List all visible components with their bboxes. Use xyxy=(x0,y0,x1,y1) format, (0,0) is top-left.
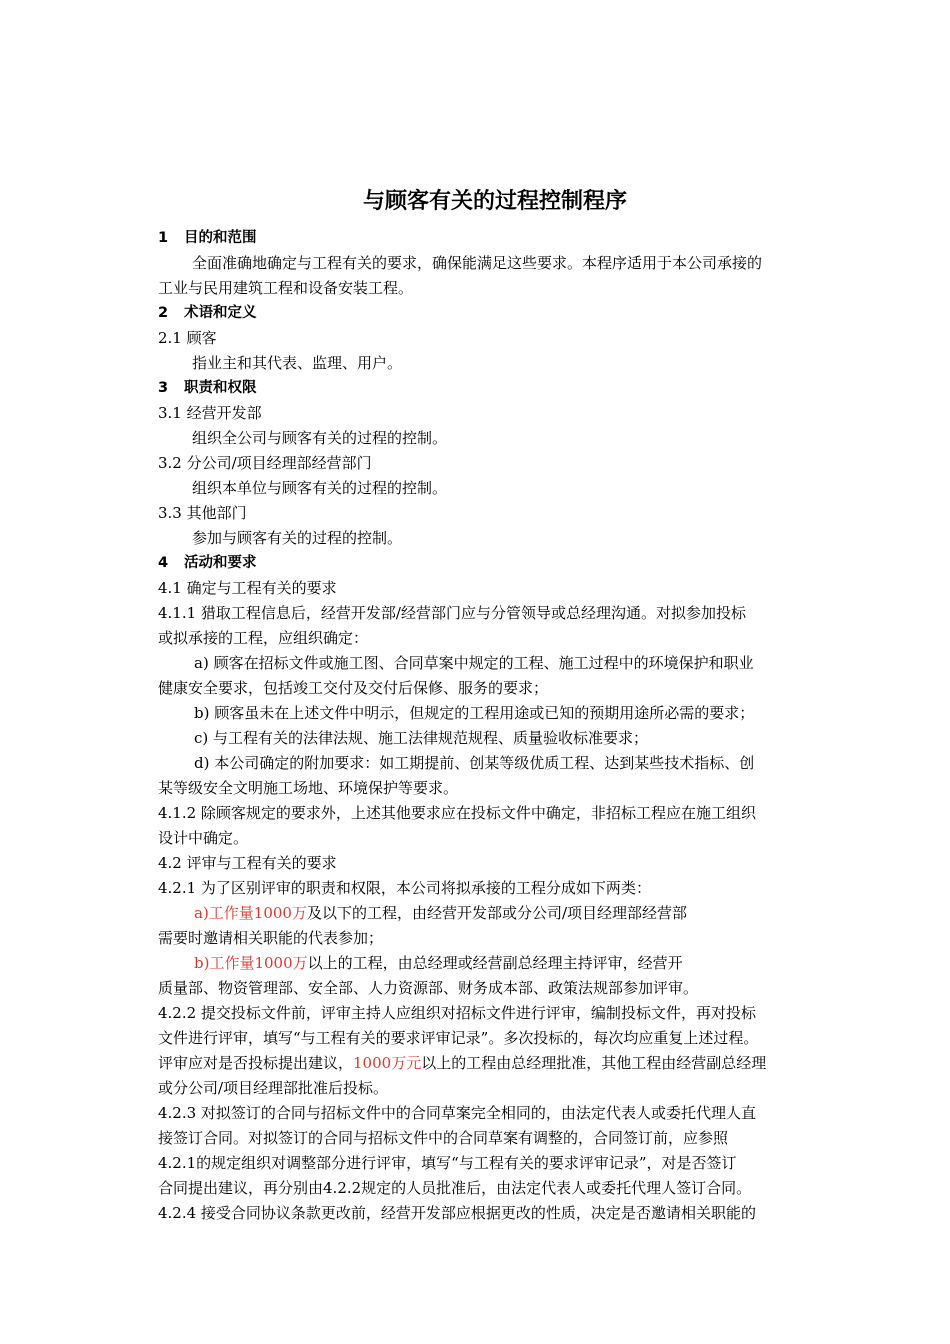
paragraph: 合同提出建议，再分别由4.2.2规定的人员批准后，由法定代表人或委托代理人签订合同。 xyxy=(158,1179,752,1197)
paragraph: 组织全公司与顾客有关的过程的控制。 xyxy=(192,429,448,447)
list-item: b) 顾客虽未在上述文件中明示，但规定的工程用途或已知的预期用途所必需的要求； xyxy=(194,704,755,722)
list-item: a) 顾客在招标文件或施工图、合同草案中规定的工程、施工过程中的环境保护和职业 xyxy=(194,654,754,672)
paragraph: 4.2.3 对拟签订的合同与招标文件中的合同草案完全相同的，由法定代表人或委托代理人直 xyxy=(158,1104,756,1122)
paragraph: 4.2.2 提交投标文件前，评审主持人应组织对招标文件进行评审，编制投标文件，再对投标 xyxy=(158,1004,756,1022)
list-item-continuation: 质量部、物资管理部、安全部、人力资源部、财务成本部、政策法规部参加评审。 xyxy=(158,979,699,997)
list-item: a)工作量1000万及以下的工程，由经营开发部或分公司/项目经理部经营部 xyxy=(194,904,688,922)
paragraph: 全面准确地确定与工程有关的要求，确保能满足这些要求。本程序适用于本公司承接的 xyxy=(192,254,763,272)
subsection-heading: 3.1 经营开发部 xyxy=(158,404,262,422)
paragraph: 4.1.2 除顾客规定的要求外，上述其他要求应在投标文件中确定，非招标工程应在施工组织 xyxy=(158,804,756,822)
subsection-heading: 3.2 分公司/项目经理部经营部门 xyxy=(158,454,372,472)
paragraph: 组织本单位与顾客有关的过程的控制。 xyxy=(192,479,448,497)
subsection-heading: 4.1 确定与工程有关的要求 xyxy=(158,579,337,597)
paragraph: 4.1.1 猎取工程信息后，经营开发部/经营部门应与分管领导或总经理沟通。对拟参加投标 xyxy=(158,604,746,622)
list-item: d) 本公司确定的附加要求：如工期提前、创某等级优质工程、达到某些技术指标、创 xyxy=(194,754,755,772)
paragraph: 文件进行评审，填写“与工程有关的要求评审记录”。多次投标的，每次均应重复上述过程。 xyxy=(158,1029,759,1047)
highlight-text: 1000万元 xyxy=(353,1054,422,1072)
subsection-heading: 3.3 其他部门 xyxy=(158,504,247,522)
highlight-text: 工作量1000万 xyxy=(209,954,308,972)
section-heading-3: 3 职责和权限 xyxy=(158,380,257,396)
paragraph: 工业与民用建筑工程和设备安装工程。 xyxy=(158,279,414,297)
section-heading-4: 4 活动和要求 xyxy=(158,555,257,571)
list-item: c) 与工程有关的法律法规、施工法律规范规程、质量验收标准要求； xyxy=(194,729,649,747)
document-title: 与顾客有关的过程控制程序 xyxy=(362,189,627,214)
paragraph: 4.2.1 为了区别评审的职责和权限，本公司将拟承接的工程分成如下两类： xyxy=(158,879,651,897)
paragraph: 评审应对是否投标提出建议，1000万元以上的工程由总经理批准，其他工程由经营副总经理 xyxy=(158,1054,767,1072)
list-item-continuation: 健康安全要求，包括竣工交付及交付后保修、服务的要求； xyxy=(158,679,549,697)
section-heading-2: 2 术语和定义 xyxy=(158,305,257,321)
list-item-continuation: 某等级安全文明施工场地、环境保护等要求。 xyxy=(158,779,459,797)
paragraph: 或拟承接的工程，应组织确定： xyxy=(158,629,369,647)
paragraph: 4.2.1的规定组织对调整部分进行评审，填写“与工程有关的要求评审记录”，对是否签订 xyxy=(158,1154,737,1172)
highlight-text: a)工作量1000万 xyxy=(194,904,307,922)
section-heading-1: 1 目的和范围 xyxy=(158,230,257,246)
paragraph: 设计中确定。 xyxy=(158,829,249,847)
paragraph: 接签订合同。对拟签订的合同与招标文件中的合同草案有调整的，合同签订前，应参照 xyxy=(158,1129,729,1147)
paragraph: 或分公司/项目经理部批准后投标。 xyxy=(158,1079,389,1097)
paragraph: 4.2.4 接受合同协议条款更改前，经营开发部应根据更改的性质，决定是否邀请相关职能的 xyxy=(158,1204,756,1222)
highlight-text: b) xyxy=(194,954,210,972)
paragraph: 参加与顾客有关的过程的控制。 xyxy=(192,529,403,547)
document-body xyxy=(158,226,834,1226)
subsection-heading: 4.2 评审与工程有关的要求 xyxy=(158,854,337,872)
paragraph: 指业主和其代表、监理、用户。 xyxy=(192,354,403,372)
list-item-continuation: 需要时邀请相关职能的代表参加； xyxy=(158,929,384,947)
list-item: b)工作量1000万以上的工程，由总经理或经营副总经理主持评审，经营开 xyxy=(194,954,683,972)
subsection-heading: 2.1 顾客 xyxy=(158,329,217,347)
